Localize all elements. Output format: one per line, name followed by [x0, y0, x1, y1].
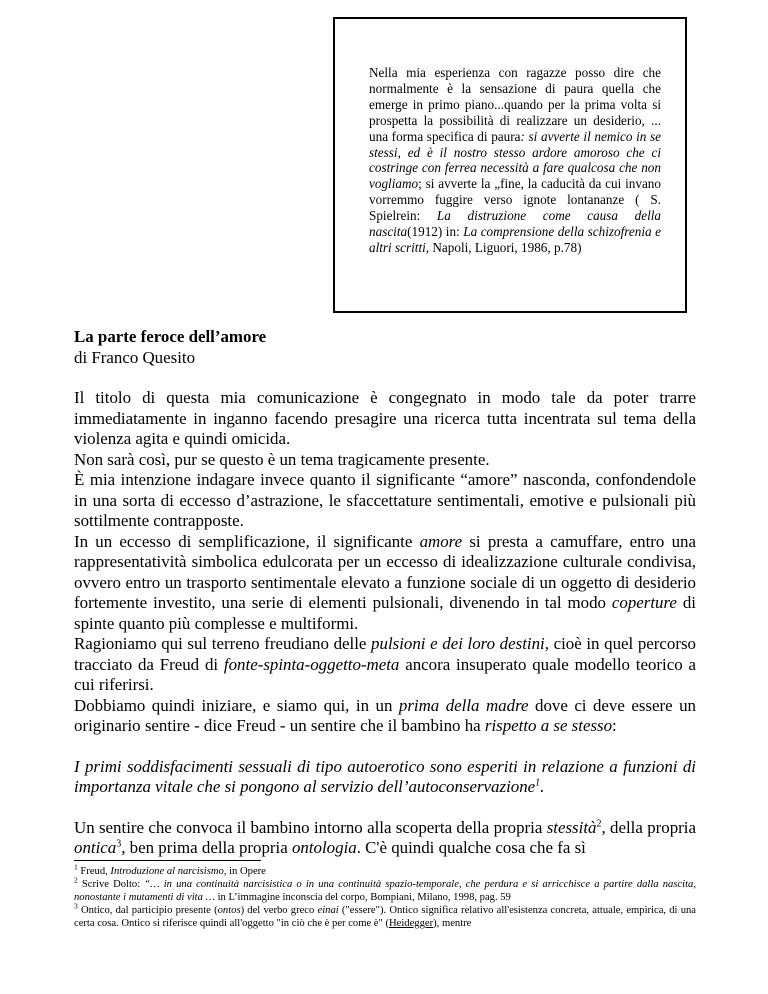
p4-italic-d: coperture	[611, 593, 677, 612]
p5-italic-b: pulsioni e dei loro destini,	[371, 634, 549, 653]
fn3-italic-d: einai	[317, 905, 339, 917]
paragraph-5	[74, 634, 696, 696]
epigraph-text-3: (1912) in:	[407, 224, 464, 240]
footnote-ref-3[interactable]: 3	[116, 838, 122, 850]
p4-text-c: si presta a camuffare, entro una rappresentatività simbolica edulcorata per un eccesso di idealizzazione culturale condivisa, ovvero entro un trasporto sentimentale elevato a funzione sociale di un oggetto di desiderio fortemente investito, una serie di elementi pulsionali, divenendo in tal modo	[74, 531, 696, 612]
p7-italic-f: ontologia	[291, 838, 357, 857]
p6-italic-b: prima della madre	[398, 695, 529, 715]
epigraph-italic-1: : si avverte il nemico in se stessi, ed è il nostro stesso ardore amoroso che ci costringe con ferrea necessità a fare qualcosa che non vogliamo	[369, 128, 661, 192]
fn1-italic-b: Introduzione al narcisismo,	[110, 866, 227, 877]
article-author: di Franco Quesito	[74, 347, 196, 367]
footnote-ref-2[interactable]: 2	[596, 817, 602, 829]
epigraph-text-2: ; si avverte la „fine, la caducità da cui invano vorremmo fuggire verso ignote lontananze ( S. Spielrein:	[369, 176, 661, 224]
p5-text-a: Ragioniamo qui sul terreno freudiano delle	[74, 634, 372, 653]
paragraph-3: È mia intenzione indagare invece quanto il significante “amore” nasconda, confondendole in una sorta di eccesso d’astrazione, le sfaccettature sentimentali, emotive e pulsionali più sottilmente contrapposte.	[74, 470, 696, 530]
footnote-1	[74, 862, 696, 878]
footnote-ref-1[interactable]: 1	[535, 777, 541, 789]
p7-text-c: , della propria	[601, 817, 696, 837]
fn2-text-c: in L’immagine inconscia del corpo, Bompiani, Milano, 1998, pag. 59	[214, 891, 511, 903]
paragraph-2: Non sarà così, pur se questo è un tema tragicamente presente.	[74, 449, 490, 469]
heidegger-link[interactable]: Heidegger	[389, 917, 434, 929]
footnote-2	[74, 875, 696, 904]
quote-end: .	[540, 777, 545, 796]
article-body	[74, 327, 696, 859]
fn2-text-a: Scrive Dolto:	[77, 879, 145, 891]
epigraph-box	[333, 17, 687, 313]
p6-text-e: :	[612, 716, 617, 735]
p4-text-e: di spinte quanto più complesse e multiformi.	[74, 593, 696, 633]
fn3-text-g: ), mentre	[433, 917, 472, 929]
epigraph-italic-2: La distruzione come causa della nascita	[369, 208, 661, 240]
footnote-number-3: 3	[74, 901, 78, 911]
freud-quote	[74, 757, 696, 798]
quote-text: I primi soddisfacimenti sessuali di tipo autoerotico sono esperiti in relazione a funzioni di importanza vitale che si pongono al servizio dell’autoconservazione	[74, 756, 696, 796]
fn1-text-a: Freud,	[77, 866, 111, 877]
p4-text-a: In un eccesso di semplificazione, il significante	[74, 531, 420, 551]
footnote-number-1: 1	[74, 862, 78, 872]
p5-text-e: ancora insuperato quale modello teorico a cui riferirsi.	[74, 654, 697, 694]
article-title: La parte feroce dell’amore	[74, 327, 267, 346]
fn2-italic-b: “… in una continuità narcisistica o in una continuità spazio-temporale, che perdura e si arricchisce a partire dalla nascita, nonostante i mutamenti di vita …	[74, 879, 696, 903]
paragraph-7	[74, 818, 696, 859]
fn3-italic-b: ontos	[217, 905, 241, 917]
fn3-text-c: ) del verbo greco	[240, 905, 318, 917]
p5-italic-d: fonte-spinta-oggetto-meta	[223, 654, 400, 674]
footnote-number-2: 2	[74, 875, 78, 885]
p5-text-c: cioè in quel percorso tracciato da Freud di	[74, 634, 696, 674]
p7-italic-d: ontica	[74, 838, 117, 857]
epigraph-text-4: Napoli, Liguori, 1986, p.78)	[429, 239, 582, 255]
fn3-text-e: ("essere"). Ontico significa relativo all'esistenza concreta, attuale, empirica, di una certa cosa. Ontico si riferisce quindi all'oggetto "in ciò che è per come è" (	[74, 905, 696, 929]
epigraph-text-1: Nella mia esperienza con ragazze posso dire che normalmente è la sensazione di paura quella che emerge in primo piano...quando per la prima volta si prospetta la possibilità di realizzare un desiderio, ... una forma specifica di paura	[369, 65, 661, 144]
p7-text-e: , ben prima della propria	[121, 838, 292, 857]
epigraph-quote	[369, 65, 661, 305]
p7-text-a: Un sentire che convoca il bambino intorno alla scoperta della propria	[74, 817, 547, 837]
footnotes	[74, 862, 696, 931]
p6-italic-d: rispetto a se stesso	[484, 716, 613, 735]
footnote-3	[74, 901, 696, 930]
paragraph-6	[74, 696, 696, 737]
fn3-text-a: Ontico, dal participio presente (	[77, 905, 218, 917]
fn1-text-c: in Opere	[226, 866, 266, 877]
p7-italic-b: stessità	[546, 817, 597, 837]
p6-text-a: Dobbiamo quindi iniziare, e siamo qui, in un	[74, 695, 399, 715]
paragraph-4	[74, 532, 696, 635]
p6-text-c: dove ci deve essere un originario sentire - dice Freud - un sentire che il bambino ha	[74, 695, 696, 735]
footnote-separator	[74, 860, 261, 861]
p4-italic-b: amore	[419, 531, 463, 551]
epigraph-italic-3: La comprensione della schizofrenia e altri scritti,	[369, 224, 661, 255]
p7-text-g: . C'è quindi qualche cosa che fa sì	[356, 838, 586, 857]
paragraph-1: Il titolo di questa mia comunicazione è congegnato in modo tale da poter trarre immediatamente in inganno facendo presagire una ricerca tutta incentrata sul tema della violenza agita e quindi omicida.	[74, 388, 696, 448]
